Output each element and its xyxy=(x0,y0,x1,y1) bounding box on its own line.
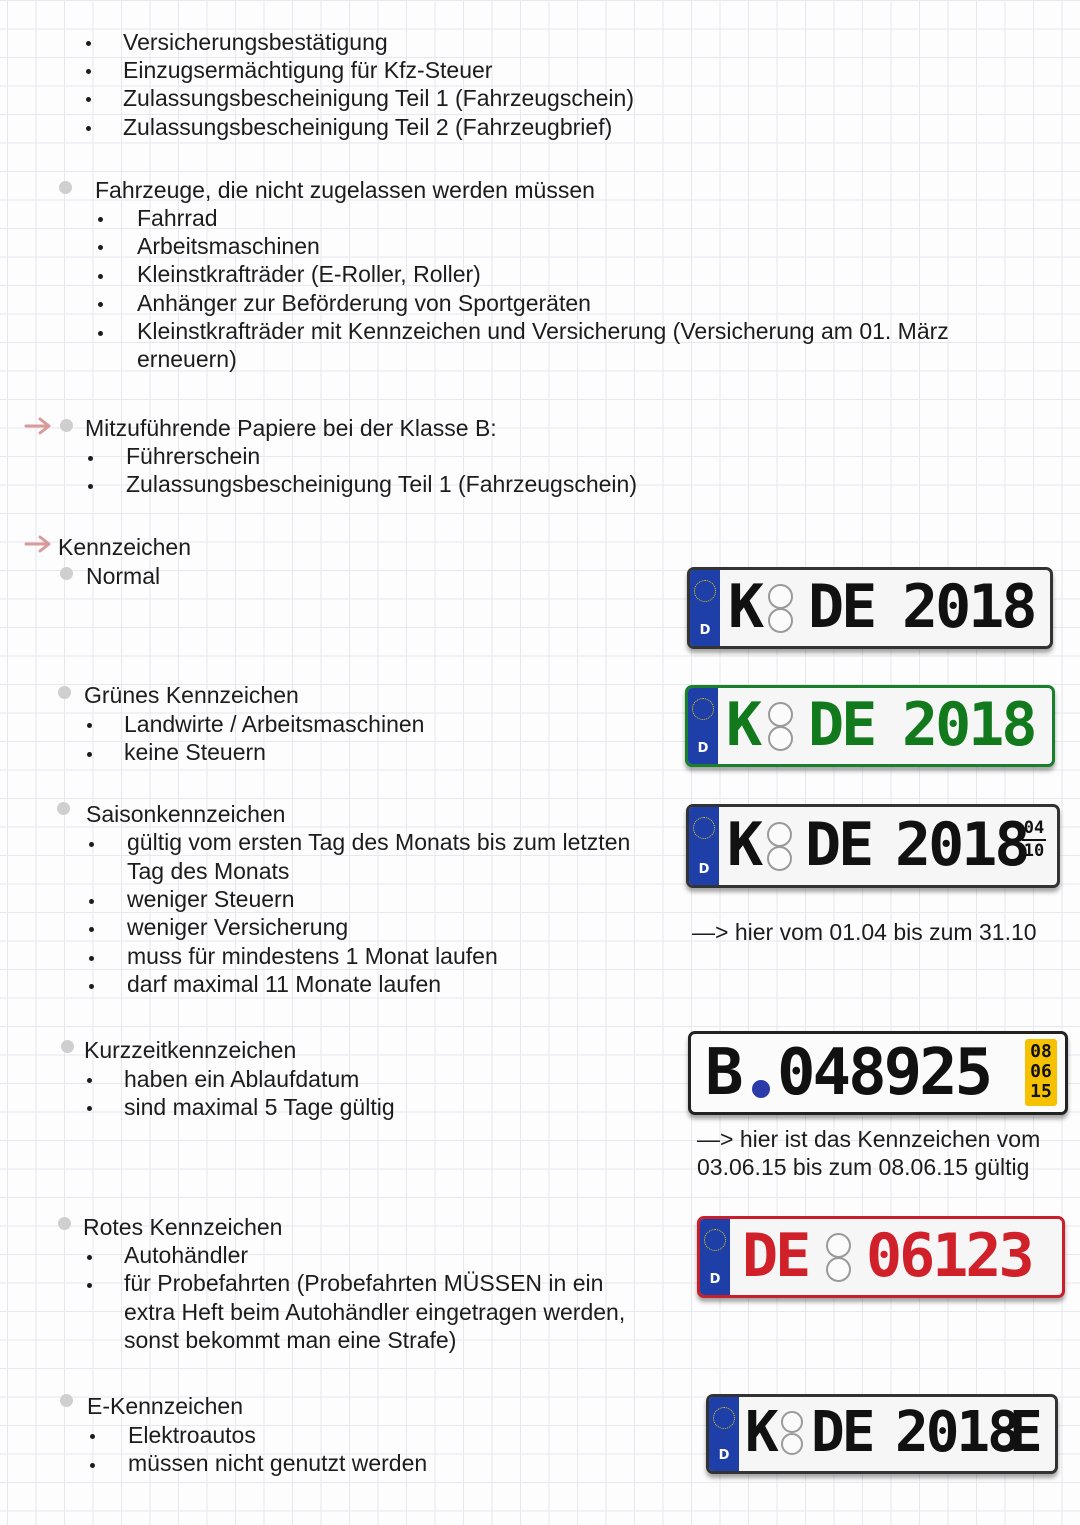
plate-dot xyxy=(752,1080,770,1098)
plate-letters: DE xyxy=(811,1400,873,1465)
bullet xyxy=(87,1283,92,1288)
list-item: darf maximal 11 Monate laufen xyxy=(127,971,442,997)
list-item: Führerschein xyxy=(126,443,261,469)
plate-letters: DE xyxy=(805,810,872,880)
season-start-month: 04 xyxy=(1023,818,1045,838)
bullet xyxy=(86,126,91,131)
subsection-title: Normal xyxy=(86,563,161,589)
plate-seal xyxy=(781,1433,803,1455)
section-title: Mitzuführende Papiere bei der Klasse B: xyxy=(85,415,497,441)
plate-seal xyxy=(768,726,793,751)
list-item: Anhänger zur Beförderung von Sportgeräten xyxy=(137,290,591,316)
list-item: weniger Versicherung xyxy=(127,914,349,940)
eu-stars-icon xyxy=(694,580,716,602)
eu-country-band xyxy=(709,1397,739,1471)
plate-seal xyxy=(767,846,792,871)
bullet xyxy=(89,927,94,932)
list-item: Zulassungsbescheinigung Teil 1 (Fahrzeugschein) xyxy=(123,85,634,111)
eu-country-band xyxy=(689,807,719,885)
plate-letters: DE xyxy=(808,690,875,760)
plate-number: 048925 xyxy=(777,1036,991,1110)
eu-country-band xyxy=(700,1219,730,1295)
bullet xyxy=(89,899,94,904)
section-bullet xyxy=(58,686,71,699)
bullet xyxy=(89,956,94,961)
season-note: —> hier vom 01.04 bis zum 31.10 xyxy=(692,919,1037,945)
list-item: Arbeitsmaschinen xyxy=(137,233,320,259)
list-item: keine Steuern xyxy=(124,739,266,765)
list-item: Kleinstkrafträder mit Kennzeichen und Versicherung (Versicherung am 01. März xyxy=(137,318,949,344)
subsection-title: Rotes Kennzeichen xyxy=(83,1214,283,1240)
list-item: Elektroautos xyxy=(128,1422,256,1448)
bullet xyxy=(87,723,92,728)
eu-country-band xyxy=(690,570,720,646)
season-license-plate xyxy=(686,804,1060,888)
plate-seal xyxy=(768,702,793,727)
country-code: D xyxy=(718,1448,730,1463)
country-code: D xyxy=(697,741,709,756)
list-item: haben ein Ablaufdatum xyxy=(124,1066,360,1092)
section-bullet xyxy=(57,802,70,815)
red-license-plate xyxy=(697,1216,1065,1298)
plate-seal xyxy=(781,1411,803,1433)
list-item: Einzugsermächtigung für Kfz-Steuer xyxy=(123,57,493,83)
section-bullet xyxy=(60,567,73,580)
plate-city: B xyxy=(705,1036,741,1110)
plate-city: K xyxy=(745,1400,776,1465)
bullet xyxy=(90,1434,95,1439)
eu-country-band xyxy=(688,688,718,764)
bullet xyxy=(88,456,93,461)
bullet xyxy=(89,984,94,989)
plate-seal xyxy=(826,1233,851,1258)
eu-stars-icon xyxy=(713,1407,735,1429)
arrow-right-icon xyxy=(24,534,54,554)
short-term-license-plate xyxy=(688,1031,1068,1115)
plate-letters: DE xyxy=(808,572,875,642)
plate-number: 2018 xyxy=(902,690,1035,760)
country-code: D xyxy=(698,862,710,877)
list-item-continuation: extra Heft beim Autohändler eingetragen werden, xyxy=(124,1299,626,1325)
section-bullet xyxy=(60,419,73,432)
e-license-plate xyxy=(706,1394,1058,1474)
plate-seal xyxy=(826,1257,851,1282)
bullet xyxy=(98,274,103,279)
plate-city: K xyxy=(726,690,760,760)
section-bullet xyxy=(58,1217,71,1230)
list-item-continuation: Tag des Monats xyxy=(127,858,290,884)
section-bullet xyxy=(61,1040,74,1053)
expiry-day: 08 xyxy=(1030,1041,1052,1062)
bullet xyxy=(98,302,103,307)
section-bullet xyxy=(59,181,72,194)
bullet xyxy=(87,1106,92,1111)
list-item: weniger Steuern xyxy=(127,886,295,912)
green-license-plate xyxy=(685,685,1055,767)
bullet xyxy=(98,331,103,336)
bullet xyxy=(87,1255,92,1260)
plate-seal xyxy=(768,584,793,609)
expiry-year: 15 xyxy=(1030,1081,1052,1102)
bullet xyxy=(87,752,92,757)
eu-stars-icon xyxy=(692,698,714,720)
list-item: Landwirte / Arbeitsmaschinen xyxy=(124,711,425,737)
short-note-line2: 03.06.15 bis zum 08.06.15 gültig xyxy=(697,1154,1030,1180)
season-range xyxy=(1019,819,1049,860)
plate-city: K xyxy=(727,810,761,880)
subsection-title: Saisonkennzeichen xyxy=(86,801,286,827)
eu-stars-icon xyxy=(704,1229,726,1251)
list-item: müssen nicht genutzt werden xyxy=(128,1450,428,1476)
list-item: Versicherungsbestätigung xyxy=(123,29,388,55)
bullet xyxy=(86,41,91,46)
list-item-continuation: sonst bekommt man eine Strafe) xyxy=(124,1327,457,1353)
list-item: Zulassungsbescheinigung Teil 2 (Fahrzeugbrief) xyxy=(123,114,613,140)
list-item: muss für mindestens 1 Monat laufen xyxy=(127,943,498,969)
plate-seal xyxy=(768,608,793,633)
plate-number: 06123 xyxy=(866,1221,1032,1291)
plate-seal xyxy=(767,822,792,847)
normal-license-plate xyxy=(687,567,1053,649)
list-item: Kleinstkrafträder (E-Roller, Roller) xyxy=(137,261,481,287)
bullet xyxy=(90,1463,95,1468)
list-item: sind maximal 5 Tage gültig xyxy=(124,1094,395,1120)
bullet xyxy=(87,1078,92,1083)
section-title: Fahrzeuge, die nicht zugelassen werden müssen xyxy=(95,177,595,203)
section-bullet xyxy=(60,1394,73,1407)
bullet xyxy=(86,69,91,74)
plate-number: 2018 xyxy=(895,1400,1018,1465)
subsection-title: E-Kennzeichen xyxy=(87,1393,243,1419)
eu-stars-icon xyxy=(693,817,715,839)
subsection-title: Grünes Kennzeichen xyxy=(84,682,299,708)
list-item: Zulassungsbescheinigung Teil 1 (Fahrzeugschein) xyxy=(126,471,637,497)
plate-e-suffix: E xyxy=(1009,1400,1040,1465)
season-end-month: 10 xyxy=(1023,841,1045,861)
list-item: Autohändler xyxy=(124,1242,249,1268)
plate-city: K xyxy=(728,572,762,642)
bullet xyxy=(98,245,103,250)
bullet xyxy=(86,97,91,102)
section-title: Kennzeichen xyxy=(58,534,191,560)
country-code: D xyxy=(709,1272,721,1287)
country-code: D xyxy=(699,623,711,638)
plate-letters: DE xyxy=(742,1221,809,1291)
subsection-title: Kurzzeitkennzeichen xyxy=(84,1037,297,1063)
expiry-month: 06 xyxy=(1030,1061,1052,1082)
plate-number: 2018 xyxy=(902,572,1035,642)
plate-number: 2018 xyxy=(895,810,1028,880)
list-item: für Probefahrten (Probefahrten MÜSSEN in ein xyxy=(124,1270,604,1296)
expiry-date-box xyxy=(1025,1039,1057,1106)
arrow-right-icon xyxy=(24,416,54,436)
bullet xyxy=(98,217,103,222)
list-item: Fahrrad xyxy=(137,205,218,231)
short-note-line1: —> hier ist das Kennzeichen vom xyxy=(697,1126,1041,1152)
bullet xyxy=(89,842,94,847)
list-item: gültig vom ersten Tag des Monats bis zum letzten xyxy=(127,829,631,855)
list-item-continuation: erneuern) xyxy=(137,346,237,372)
bullet xyxy=(88,484,93,489)
